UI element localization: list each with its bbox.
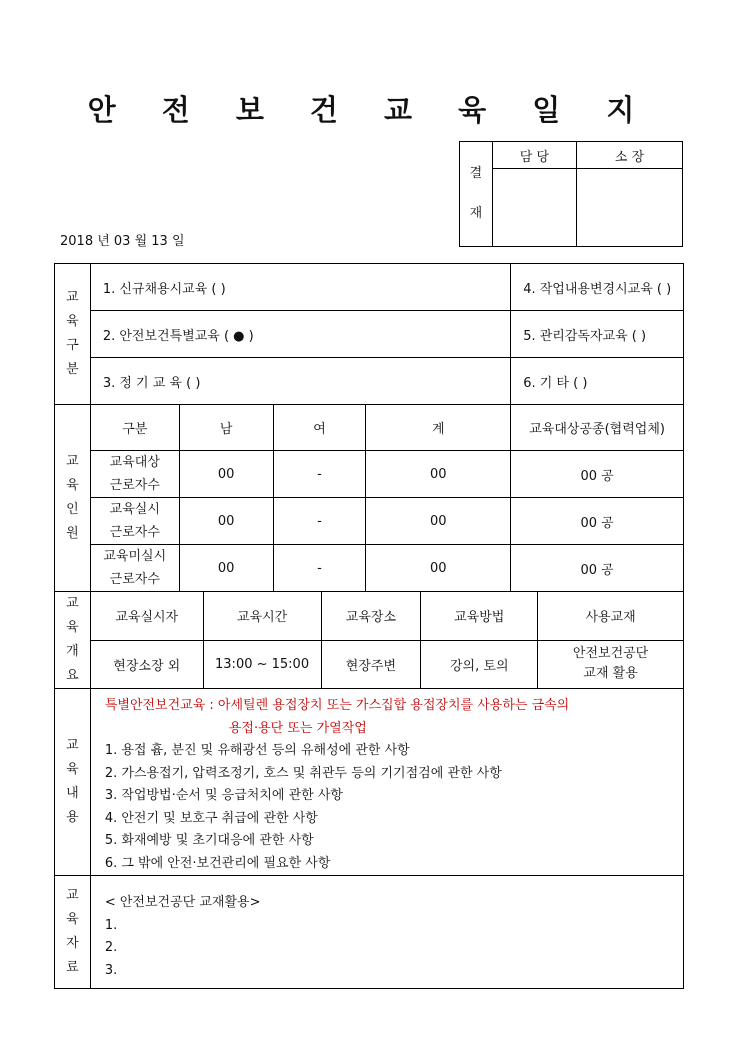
- label-char: 요: [66, 668, 79, 683]
- overview-header-instructor: 교육실시자: [90, 592, 203, 641]
- approval-label-char: 결: [469, 166, 483, 181]
- personnel-total: 00: [366, 498, 511, 545]
- label-char: 육: [66, 478, 79, 493]
- label-char: 교: [66, 738, 79, 753]
- category-item-other: 6. 기 타 ( ): [511, 358, 684, 405]
- list-item: < 안전보건공단 교재활용>: [104, 895, 261, 910]
- personnel-female: -: [273, 545, 366, 592]
- label-char: 자: [66, 936, 79, 951]
- label-char: 개: [66, 644, 79, 659]
- list-item: 3. 작업방법·순서 및 응급처치에 관한 사항: [104, 788, 343, 803]
- overview-time: 13:00 ~ 15:00: [203, 640, 321, 689]
- table-row: [55, 545, 684, 592]
- personnel-row-name: [90, 451, 179, 498]
- overview-method: 강의, 토의: [421, 640, 538, 689]
- personnel-total: 00: [366, 545, 511, 592]
- label-char: 교: [66, 888, 79, 903]
- personnel-trade: 00 공: [511, 545, 684, 592]
- personnel-header-category: 구분: [90, 405, 179, 451]
- personnel-trade: 00 공: [511, 498, 684, 545]
- personnel-row-name: [90, 498, 179, 545]
- approval-col-director: 소 장: [577, 142, 683, 169]
- list-item: 1.: [104, 917, 118, 933]
- category-label: [55, 264, 91, 405]
- personnel-male: 00: [179, 498, 273, 545]
- education-date: 2018 년 03 월 13 일: [60, 234, 185, 249]
- material-line: 안전보건공단: [572, 646, 649, 662]
- personnel-row-name: [90, 545, 179, 592]
- list-item: 5. 화재예방 및 초기대응에 관한 사항: [104, 833, 314, 848]
- overview-label: [55, 592, 91, 689]
- label-char: 교: [66, 454, 79, 469]
- label-char: 육: [66, 762, 79, 777]
- approval-sign-manager[interactable]: [492, 169, 576, 247]
- list-item: 6. 그 밖에 안전·보건관리에 필요한 사항: [104, 855, 331, 871]
- list-item: 1. 용접 흄, 분진 및 유해광선 등의 유해성에 관한 사항: [104, 743, 410, 758]
- list-item: 2. 가스용접기, 압력조정기, 호스 및 취관두 등의 기기점검에 관한 사항: [104, 765, 502, 781]
- personnel-total: 00: [366, 451, 511, 498]
- list-item: 3.: [104, 962, 118, 978]
- content-list: [90, 689, 683, 876]
- label-char: 육: [66, 620, 79, 635]
- label-char: 교: [66, 596, 79, 611]
- personnel-header-female: 여: [273, 405, 366, 451]
- row-name-line: 근로자수: [109, 525, 160, 540]
- personnel-header-total: 계: [366, 405, 511, 451]
- row-name-line: 교육실시: [109, 502, 160, 517]
- personnel-male: 00: [179, 451, 273, 498]
- category-item-special: 2. 안전보건특별교육 ( ● ): [90, 311, 510, 358]
- list-item: 4. 안전기 및 보호구 취급에 관한 사항: [104, 810, 318, 826]
- overview-header-material: 사용교재: [538, 592, 684, 641]
- material-line: 교재 활용: [583, 666, 638, 682]
- education-log-table: [54, 263, 684, 989]
- category-item-regular: 3. 정 기 교 육 ( ): [90, 358, 510, 405]
- label-char: 육: [66, 912, 79, 927]
- label-char: 내: [66, 786, 79, 801]
- overview-header-place: 교육장소: [321, 592, 421, 641]
- label-char: 구: [66, 338, 79, 353]
- label-char: 원: [66, 526, 79, 541]
- approval-sign-director[interactable]: [577, 169, 683, 247]
- special-education-title-cont: 용접·용단 또는 가열작업: [228, 720, 367, 736]
- overview-header-time: 교육시간: [203, 592, 321, 641]
- overview-instructor: 현장소장 외: [90, 640, 203, 689]
- approval-box: [459, 141, 683, 247]
- personnel-header-trade: 교육대상공종(협력업체): [511, 405, 684, 451]
- materials-label: [55, 876, 91, 989]
- category-item-work-change: 4. 작업내용변경시교육 ( ): [511, 264, 684, 311]
- row-name-line: 교육대상: [109, 455, 160, 470]
- row-name-line: 근로자수: [109, 572, 160, 587]
- list-item: 2.: [104, 940, 118, 955]
- personnel-header-male: 남: [179, 405, 273, 451]
- label-char: 료: [66, 960, 79, 975]
- row-name-line: 근로자수: [109, 478, 160, 493]
- content-label: [55, 689, 91, 876]
- label-char: 용: [66, 810, 79, 825]
- approval-col-manager: 담 당: [492, 142, 576, 169]
- row-name-line: 교육미실시: [103, 549, 167, 564]
- materials-list: [90, 876, 683, 989]
- overview-header-method: 교육방법: [421, 592, 538, 641]
- approval-label: [460, 142, 493, 247]
- approval-label-char: 재: [469, 206, 483, 221]
- label-char: 교: [66, 290, 79, 305]
- personnel-female: -: [273, 498, 366, 545]
- personnel-male: 00: [179, 545, 273, 592]
- personnel-trade: 00 공: [511, 451, 684, 498]
- label-char: 육: [66, 314, 79, 329]
- overview-material: [538, 640, 684, 689]
- table-row: [55, 498, 684, 545]
- personnel-label: [55, 405, 91, 592]
- label-char: 인: [66, 502, 79, 517]
- table-row: [55, 451, 684, 498]
- category-item-supervisor: 5. 관리감독자교육 ( ): [511, 311, 684, 358]
- page-title: 안 전 보 건 교 육 일 지: [87, 93, 653, 127]
- personnel-female: -: [273, 451, 366, 498]
- special-education-title: 특별안전보건교육 : 아세틸렌 용접장치 또는 가스집합 용접장치를 사용하는 금속의: [104, 698, 570, 713]
- overview-place: 현장주변: [321, 640, 421, 689]
- label-char: 분: [66, 362, 79, 377]
- category-item-new-hire: 1. 신규채용시교육 ( ): [90, 264, 510, 311]
